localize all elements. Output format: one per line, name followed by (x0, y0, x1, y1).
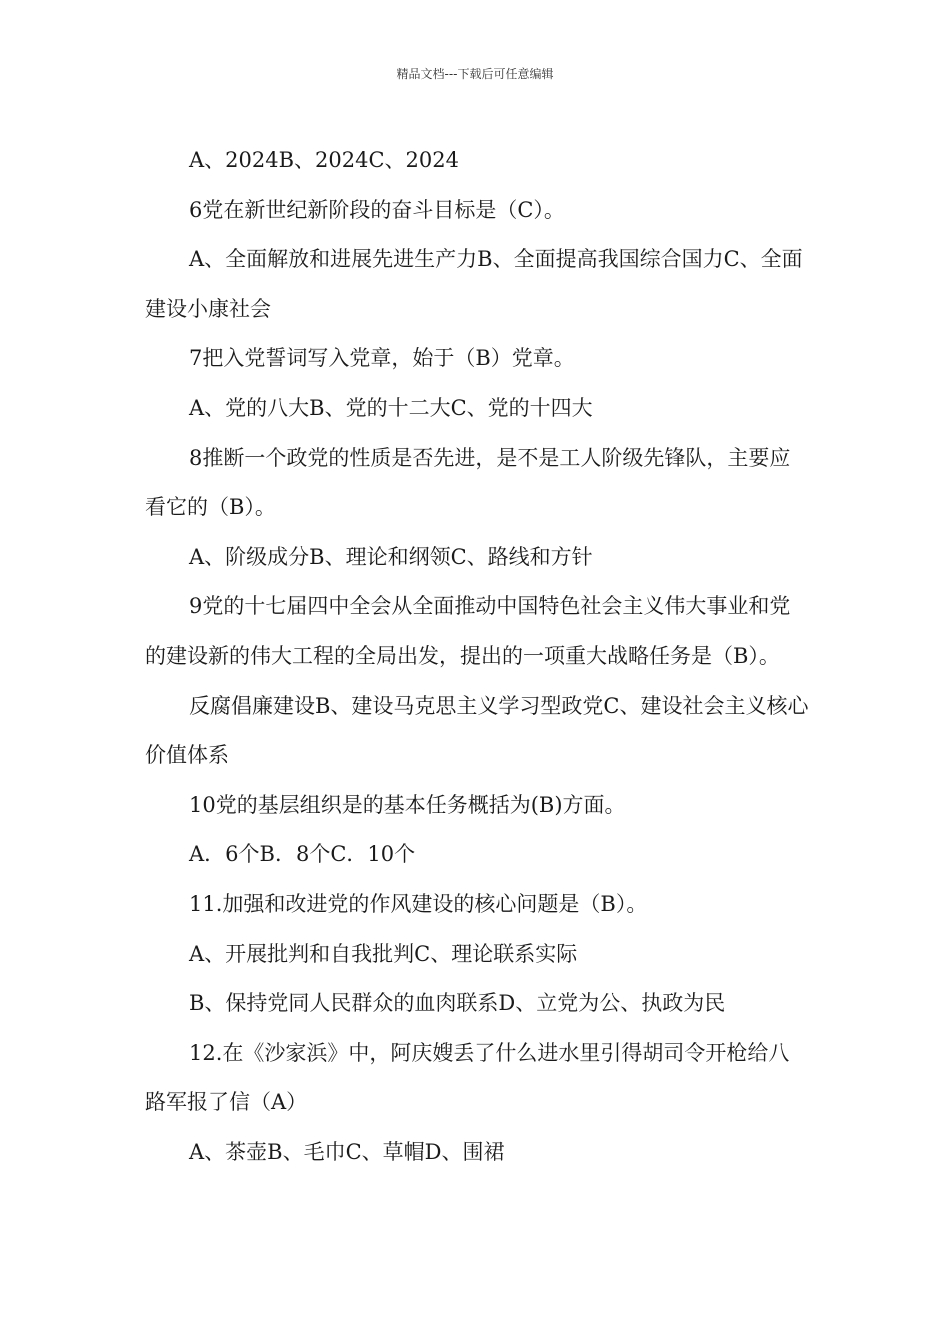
answer-options-9: 反腐倡廉建设B、建设马克思主义学习型政党C、建设社会主义核心价值体系 (145, 693, 809, 768)
question-6: 6党在新世纪新阶段的奋斗目标是（C）。 (189, 197, 565, 222)
document-body (145, 136, 810, 1177)
answer-options-10: A．6个B．8个C．10个 (189, 842, 416, 867)
question-10: 10党的基层组织是的基本任务概括为(B)方面。 (189, 792, 626, 817)
question-9: 9党的十七届四中全会从全面推动中国特色社会主义伟大事业和党的建设新的伟大工程的全局出发，提出的一项重大战略任务是（B）。 (145, 594, 791, 668)
question-12: 12.在《沙家浜》中，阿庆嫂丢了什么进水里引得胡司令开枪给八路军报了信（A） (145, 1040, 790, 1115)
answer-options-6: A、全面解放和进展先进生产力B、全面提高我国综合国力C、全面建设小康社会 (145, 247, 803, 321)
answer-options-11-line-2: B、保持党同人民群众的血肉联系D、立党为公、执政为民 (189, 991, 726, 1016)
answer-options-12: A、茶壶B、毛巾C、草帽D、围裙 (189, 1139, 505, 1164)
answer-options-5: A、2024B、2024C、2024 (189, 148, 459, 172)
question-8: 8推断一个政党的性质是否先进，是不是工人阶级先锋队，主要应看它的（B）。 (145, 445, 791, 520)
answer-options-11-line-1: A、开展批判和自我批判C、理论联系实际 (189, 941, 578, 966)
answer-options-8: A、阶级成分B、理论和纲领C、路线和方针 (189, 544, 593, 569)
answer-options-7: A、党的八大B、党的十二大C、党的十四大 (189, 395, 593, 420)
page-header: 精品文档---下载后可任意编辑 (396, 67, 554, 81)
question-7: 7把入党誓词写入党章，始于（B）党章。 (189, 346, 575, 371)
question-11: 11.加强和改进党的作风建设的核心问题是（B）。 (189, 891, 648, 916)
